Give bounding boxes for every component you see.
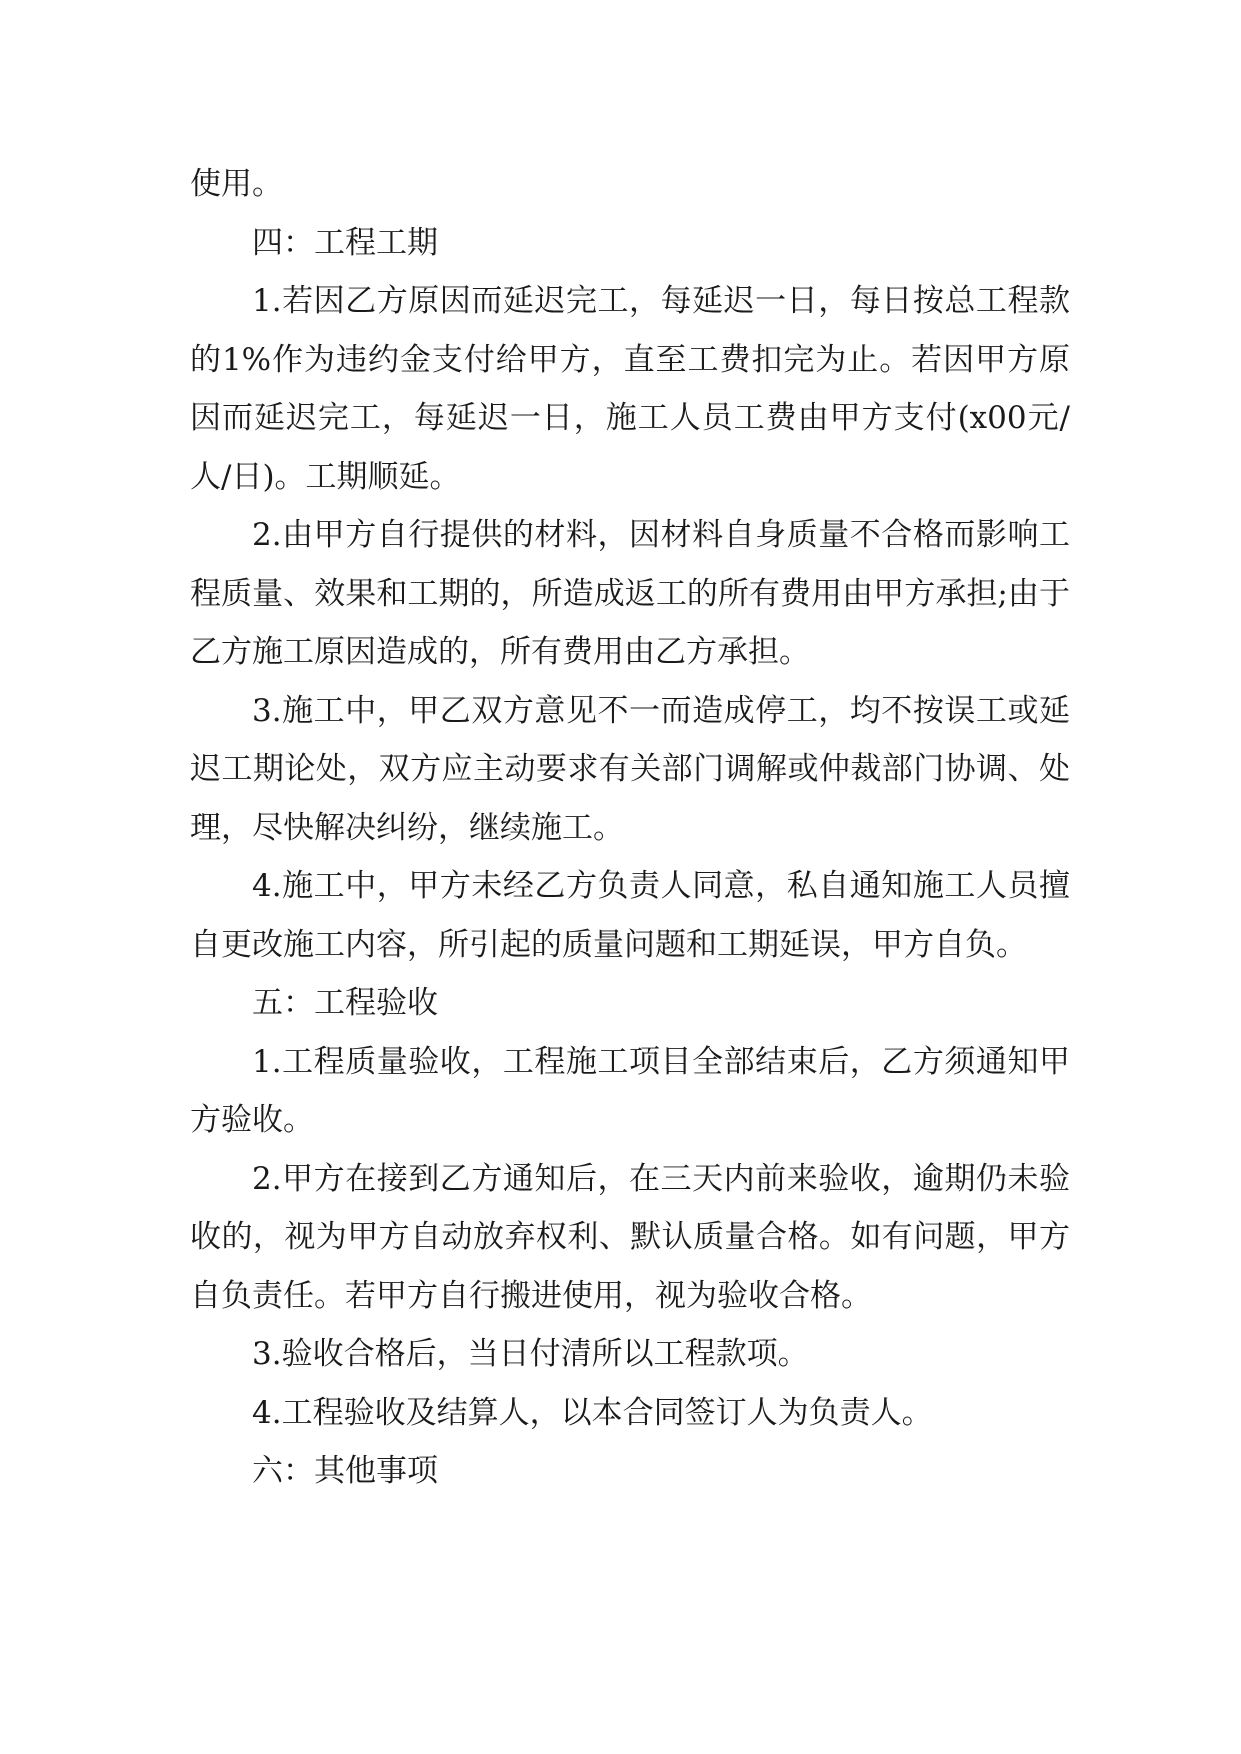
document-body (190, 155, 1070, 1501)
schedule-clause-4: 4.施工中，甲方未经乙方负责人同意，私自通知施工人员擅自更改施工内容，所引起的质量问题和工期延误，甲方自负。 (190, 868, 1070, 963)
section-heading-schedule: 四：工程工期 (252, 224, 438, 261)
schedule-clause-3: 3.施工中，甲乙双方意见不一而造成停工，均不按误工或延迟工期论处，双方应主动要求有关部门调解或仲裁部门协调、处理，尽快解决纠纷，继续施工。 (190, 692, 1070, 846)
section-heading-other: 六：其他事项 (252, 1453, 438, 1489)
paragraph-continuation: 使用。 (190, 166, 283, 202)
acceptance-clause-4: 4.工程验收及结算人，以本合同签订人为负责人。 (252, 1394, 933, 1431)
acceptance-clause-1: 1.工程质量验收，工程施工项目全部结束后，乙方须通知甲方验收。 (190, 1043, 1070, 1138)
section-heading-acceptance: 五：工程验收 (252, 985, 438, 1021)
acceptance-clause-2: 2.甲方在接到乙方通知后，在三天内前来验收，逾期仍未验收的，视为甲方自动放弃权利、默认质量合格。如有问题，甲方自负责任。若甲方自行搬进使用，视为验收合格。 (190, 1160, 1070, 1314)
schedule-clause-2: 2.由甲方自行提供的材料，因材料自身质量不合格而影响工程质量、效果和工期的，所造成返工的所有费用由甲方承担;由于乙方施工原因造成的，所有费用由乙方承担。 (190, 517, 1070, 670)
acceptance-clause-3: 3.验收合格后，当日付清所以工程款项。 (252, 1336, 809, 1372)
schedule-clause-1: 1.若因乙方原因而延迟完工，每延迟一日，每日按总工程款的1%作为违约金支付给甲方，直至工费扣完为止。若因甲方原因而延迟完工，每延迟一日，施工人员工费由甲方支付(x00元/人/日)。工期顺延。 (190, 283, 1070, 495)
